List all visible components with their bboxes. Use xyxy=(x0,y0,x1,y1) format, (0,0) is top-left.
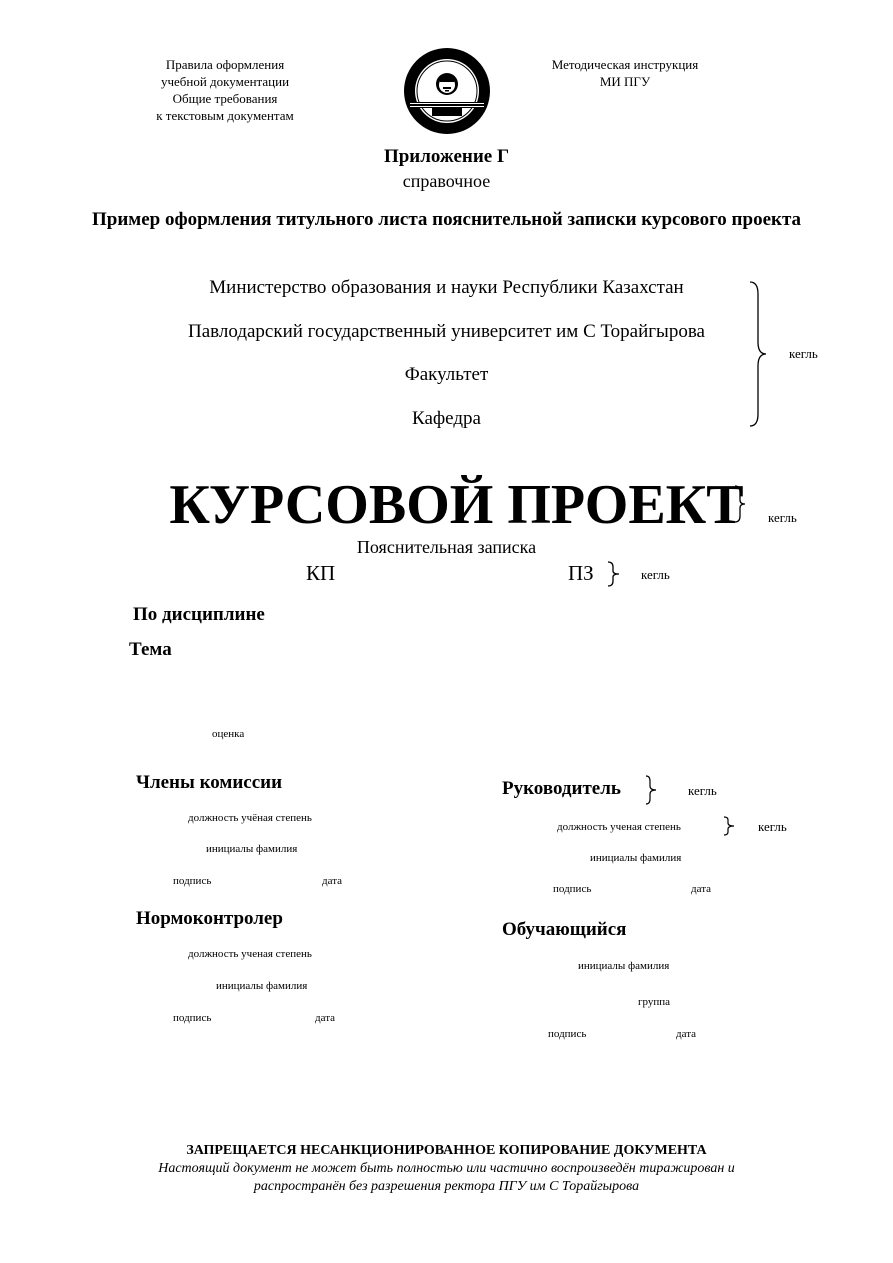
appendix-subtitle: справочное xyxy=(402,171,491,191)
copy-note-text: Настоящий документ не может быть полностью или частично воспроизведён тиражирован и распространён без разрешения ректора ПГУ им С Торайгырова xyxy=(158,1161,735,1194)
supervisor-date: дата xyxy=(691,883,712,895)
copy-note xyxy=(130,1160,763,1196)
department-line: Кафедра xyxy=(412,408,481,429)
student-signature: подпись xyxy=(548,1028,587,1040)
commission-initials: инициалы фамилия xyxy=(206,843,298,855)
commission-label: Члены комиссии xyxy=(136,772,283,793)
faculty-line: Факультет xyxy=(404,364,489,385)
kegl-label-position: кегль xyxy=(758,819,787,834)
right-brace-icon xyxy=(748,280,772,428)
header-left-line: Правила оформления xyxy=(165,57,285,72)
supervisor-initials: инициалы фамилия xyxy=(590,852,682,864)
kegl-label-title: кегль xyxy=(768,510,797,525)
grade-label: оценка xyxy=(212,728,245,740)
student-group: группа xyxy=(638,996,671,1008)
explanatory-note: Пояснительная записка xyxy=(356,537,537,557)
header-left-line: к текстовым документам xyxy=(156,108,294,123)
kp-label: КП xyxy=(306,561,336,585)
normcontroller-date: дата xyxy=(315,1012,336,1024)
example-title-text: Пример оформления титульного листа пояснительной записки курсового проекта xyxy=(91,209,802,230)
normcontroller-signature: подпись xyxy=(173,1012,212,1024)
example-title xyxy=(0,207,893,232)
kegl-label-supervisor: кегль xyxy=(688,783,717,798)
header-right-block xyxy=(540,56,710,90)
student-label: Обучающийся xyxy=(502,919,627,940)
header-right-line: МИ ПГУ xyxy=(599,74,651,89)
university-seal-icon xyxy=(402,46,492,136)
university-line: Павлодарский государственный университет им С Торайгырова xyxy=(188,321,705,342)
header-left-block xyxy=(120,56,330,124)
header-left-line: Общие требования xyxy=(172,91,278,106)
supervisor-signature: подпись xyxy=(553,883,592,895)
normcontroller-label: Нормоконтролер xyxy=(136,908,283,929)
ministry-line: Министерство образования и науки Республики Казахстан xyxy=(209,277,684,298)
right-brace-icon xyxy=(606,560,622,588)
normcontroller-position: должность ученая степень xyxy=(188,948,312,960)
supervisor-label: Руководитель xyxy=(502,778,621,799)
commission-position: должность учёная степень xyxy=(188,812,312,824)
kegl-label-org: кегль xyxy=(789,346,818,361)
kegl-label-pz: кегль xyxy=(641,567,670,582)
header-right-line: Методическая инструкция xyxy=(551,57,699,72)
supervisor-position: должность ученая степень xyxy=(557,821,681,833)
header-left-line: учебной документации xyxy=(160,74,290,89)
student-date: дата xyxy=(676,1028,697,1040)
project-title: КУРСОВОЙ ПРОЕКТ xyxy=(169,474,744,536)
right-brace-icon xyxy=(644,774,658,806)
right-brace-icon xyxy=(733,484,747,524)
right-brace-icon xyxy=(722,815,736,837)
appendix-title: Приложение Г xyxy=(383,146,510,167)
student-initials: инициалы фамилия xyxy=(578,960,670,972)
commission-signature: подпись xyxy=(173,875,212,887)
topic-label: Тема xyxy=(129,639,172,660)
normcontroller-initials: инициалы фамилия xyxy=(216,980,308,992)
pz-label: ПЗ xyxy=(568,561,594,585)
commission-date: дата xyxy=(322,875,343,887)
copy-warning: ЗАПРЕЩАЕТСЯ НЕСАНКЦИОНИРОВАННОЕ КОПИРОВАНИЕ ДОКУМЕНТА xyxy=(186,1143,707,1158)
discipline-label: По дисциплине xyxy=(133,604,265,625)
